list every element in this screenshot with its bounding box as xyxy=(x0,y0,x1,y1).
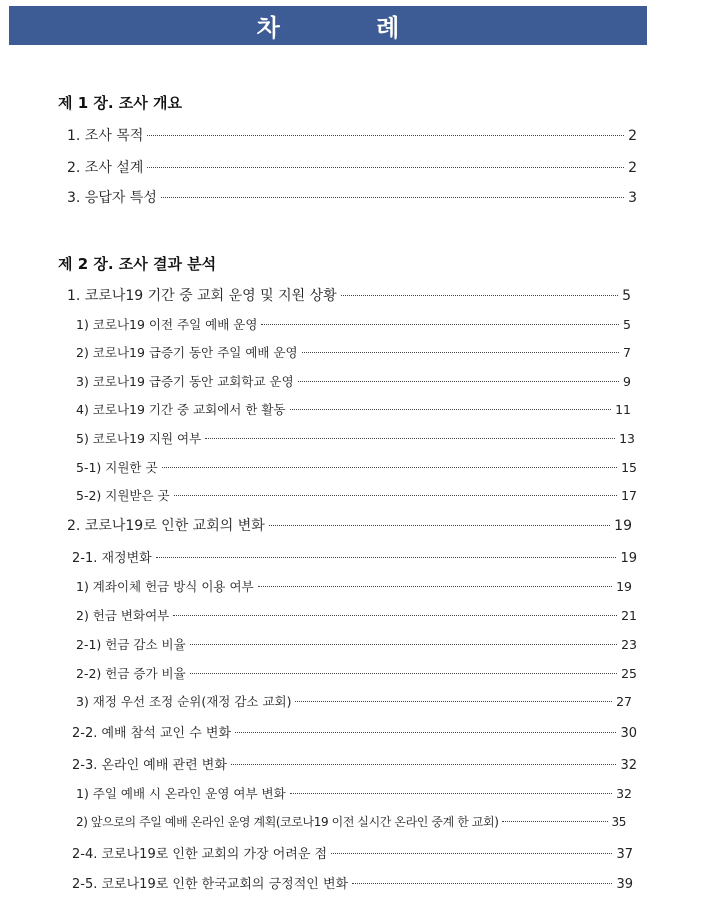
toc-entry-label: 2) 코로나19 급증기 동안 주일 예배 운영 xyxy=(76,345,298,360)
toc-entry[interactable] xyxy=(76,606,637,624)
toc-entry-page: 19 xyxy=(620,551,637,566)
toc-entry[interactable] xyxy=(72,843,633,862)
chapter-1-heading: 제 1 장. 조사 개요 xyxy=(58,94,182,112)
toc-entry-page: 21 xyxy=(621,608,637,623)
toc-entry-page: 19 xyxy=(614,518,632,534)
toc-entry-label: 1. 코로나19 기간 중 교회 운영 및 지원 상황 xyxy=(67,288,337,304)
dot-leader xyxy=(258,586,612,587)
dot-leader xyxy=(190,644,617,645)
toc-entry-label: 2-5. 코로나19로 인한 한국교회의 긍정적인 변화 xyxy=(72,877,349,892)
toc-entry[interactable] xyxy=(76,486,637,504)
toc-entry[interactable] xyxy=(76,664,637,682)
dot-leader xyxy=(352,883,612,884)
toc-entry-label: 3) 재정 우선 조정 순위(재정 감소 교회) xyxy=(76,694,292,709)
toc-entry-page: 27 xyxy=(616,694,632,709)
toc-entry-label: 4) 코로나19 기간 중 교회에서 한 활동 xyxy=(76,402,286,417)
toc-entry-page: 17 xyxy=(621,488,637,503)
toc-entry-page: 15 xyxy=(621,460,637,475)
toc-entry-page: 7 xyxy=(623,345,631,360)
toc-entry-page: 19 xyxy=(616,579,632,594)
toc-entry-label: 3. 응답자 특성 xyxy=(67,190,157,206)
toc-entry-label: 1) 주일 예배 시 온라인 운영 여부 변화 xyxy=(76,786,286,801)
toc-entry[interactable] xyxy=(72,722,637,741)
dot-leader xyxy=(174,495,617,496)
toc-entry-label: 1) 코로나19 이전 주일 예배 운영 xyxy=(76,317,258,332)
toc-entry-page: 25 xyxy=(621,666,637,681)
toc-entry-label: 2) 헌금 변화여부 xyxy=(76,608,170,623)
dot-leader xyxy=(261,324,619,325)
toc-entry-label: 2) 앞으로의 주일 예배 온라인 운영 계획(코로나19 이전 실시간 온라인 중계 한 교회) xyxy=(76,815,499,829)
dot-leader xyxy=(331,853,612,854)
toc-entry-page: 5 xyxy=(623,317,631,332)
dot-leader xyxy=(147,167,624,168)
toc-entry-page: 23 xyxy=(621,637,637,652)
toc-entry[interactable] xyxy=(76,372,631,390)
toc-entry-label: 3) 코로나19 급증기 동안 교회학교 운영 xyxy=(76,374,294,389)
dot-leader xyxy=(231,764,617,765)
toc-entry[interactable] xyxy=(76,400,631,418)
toc-entry[interactable] xyxy=(67,285,631,305)
dot-leader xyxy=(235,732,616,733)
toc-title: 차 례 xyxy=(256,14,444,42)
dot-leader xyxy=(298,381,619,382)
toc-entry-page: 35 xyxy=(611,815,626,829)
dot-leader xyxy=(147,135,624,136)
toc-entry[interactable] xyxy=(76,813,626,830)
dot-leader xyxy=(341,295,618,296)
dot-leader xyxy=(205,438,615,439)
dot-leader xyxy=(162,467,618,468)
toc-entry[interactable] xyxy=(76,692,632,710)
dot-leader xyxy=(173,615,617,616)
toc-entry-page: 3 xyxy=(628,190,637,206)
toc-entry-label: 5-2) 지원받은 곳 xyxy=(76,488,170,503)
toc-entry-label: 2. 코로나19로 인한 교회의 변화 xyxy=(67,518,265,534)
toc-entry-page: 13 xyxy=(619,431,635,446)
toc-entry-label: 1) 계좌이체 헌금 방식 이용 여부 xyxy=(76,579,254,594)
toc-entry-label: 2-1) 헌금 감소 비율 xyxy=(76,637,186,652)
dot-leader xyxy=(295,701,612,702)
toc-entry[interactable] xyxy=(67,515,632,535)
toc-entry-page: 30 xyxy=(620,726,637,741)
toc-entry-label: 2-2) 헌금 증가 비율 xyxy=(76,666,186,681)
toc-entry[interactable] xyxy=(72,754,637,773)
toc-entry[interactable] xyxy=(76,635,637,653)
dot-leader xyxy=(290,793,612,794)
dot-leader xyxy=(190,673,617,674)
toc-entry-page: 2 xyxy=(628,160,637,176)
toc-entry-page: 39 xyxy=(616,877,633,892)
toc-entry[interactable] xyxy=(76,458,637,476)
toc-entry-page: 11 xyxy=(615,402,631,417)
toc-entry-label: 2-2. 예배 참석 교인 수 변화 xyxy=(72,726,232,741)
dot-leader xyxy=(290,409,612,410)
toc-entry[interactable] xyxy=(72,873,633,892)
toc-entry-page: 37 xyxy=(616,847,633,862)
toc-entry[interactable] xyxy=(72,547,637,566)
toc-entry[interactable] xyxy=(67,187,637,207)
toc-entry[interactable] xyxy=(76,784,632,802)
toc-entry[interactable] xyxy=(67,157,637,177)
dot-leader xyxy=(502,821,607,822)
toc-entry-label: 2-3. 온라인 예배 관련 변화 xyxy=(72,758,227,773)
toc-entry[interactable] xyxy=(67,125,637,145)
toc-entry[interactable] xyxy=(76,577,632,595)
toc-entry-label: 2-1. 재정변화 xyxy=(72,551,152,566)
toc-entry[interactable] xyxy=(76,343,631,361)
toc-entry-page: 9 xyxy=(623,374,631,389)
toc-title-bar xyxy=(9,6,647,45)
toc-entry-label: 2. 조사 설계 xyxy=(67,160,144,176)
toc-entry-page: 32 xyxy=(616,786,632,801)
chapter-2-heading: 제 2 장. 조사 결과 분석 xyxy=(58,255,217,273)
toc-entry-page: 32 xyxy=(620,758,637,773)
toc-entry-label: 1. 조사 목적 xyxy=(67,128,144,144)
toc-entry[interactable] xyxy=(76,429,635,447)
dot-leader xyxy=(161,197,624,198)
toc-entry-label: 2-4. 코로나19로 인한 교회의 가장 어려운 점 xyxy=(72,847,328,862)
toc-entry-label: 5) 코로나19 지원 여부 xyxy=(76,431,202,446)
dot-leader xyxy=(156,557,617,558)
toc-entry-label: 5-1) 지원한 곳 xyxy=(76,460,158,475)
dot-leader xyxy=(269,525,610,526)
dot-leader xyxy=(302,352,619,353)
toc-entry-page: 2 xyxy=(628,128,637,144)
toc-entry-page: 5 xyxy=(622,288,631,304)
toc-entry[interactable] xyxy=(76,315,631,333)
